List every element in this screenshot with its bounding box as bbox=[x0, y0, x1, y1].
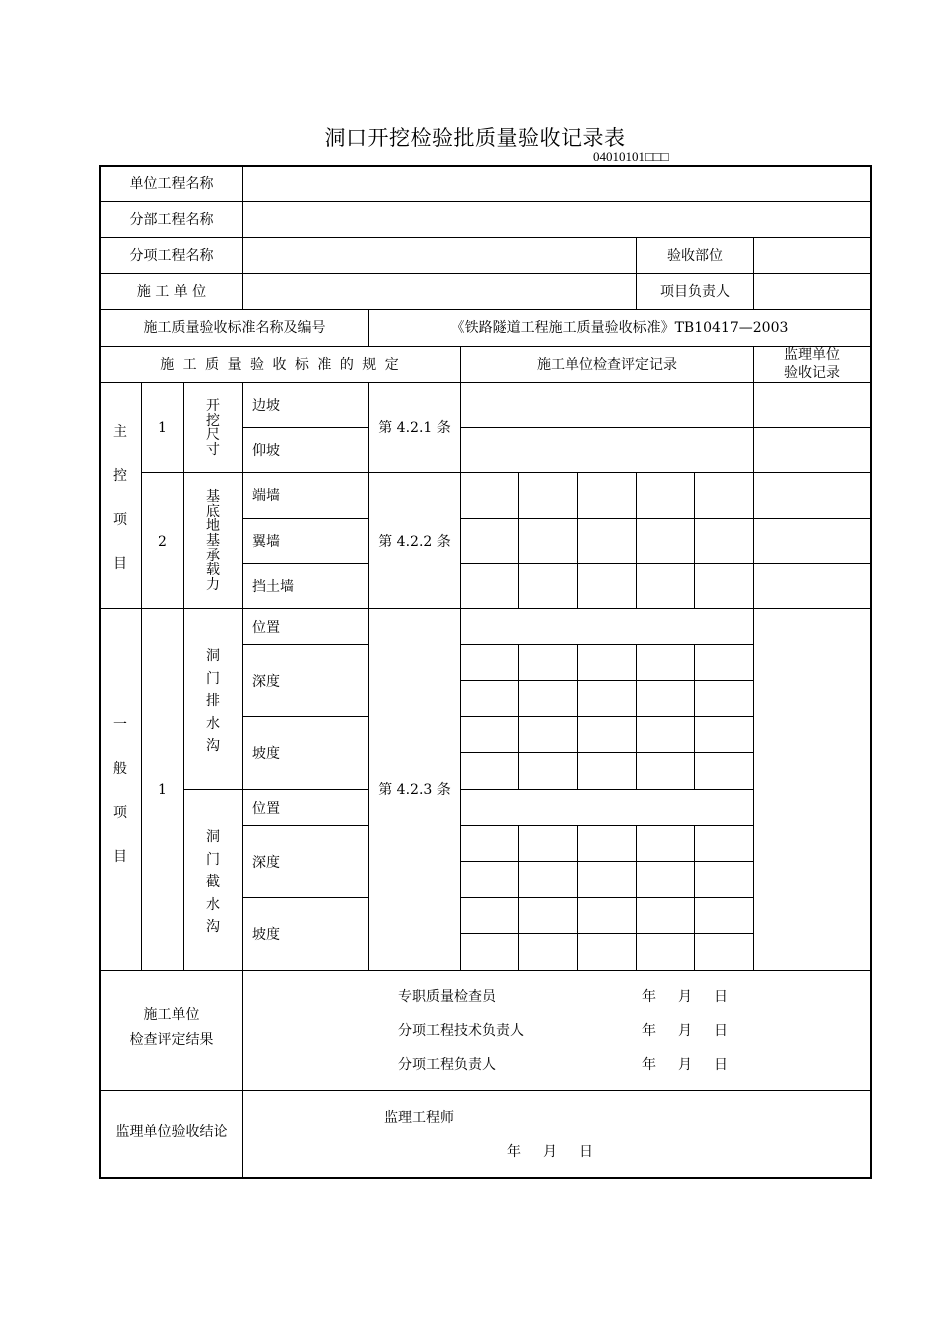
inspector-day: 日 bbox=[714, 989, 728, 1005]
row-line bbox=[242, 644, 368, 645]
inspector-label: 专职质量检查员 bbox=[398, 989, 496, 1005]
engineer-label: 监理工程师 bbox=[384, 1110, 454, 1126]
main-item2-no: 2 bbox=[158, 534, 167, 550]
tech-lead-year: 年 bbox=[642, 1023, 656, 1039]
row-line bbox=[99, 273, 872, 274]
tech-lead-month: 月 bbox=[678, 1023, 692, 1039]
col-line bbox=[183, 382, 184, 971]
row-line bbox=[460, 897, 753, 898]
row-line bbox=[99, 201, 872, 202]
row-line bbox=[460, 563, 872, 564]
group1-depth: 深度 bbox=[252, 674, 280, 690]
col-line bbox=[636, 644, 637, 790]
supervision-month: 月 bbox=[543, 1144, 557, 1160]
col-line bbox=[460, 608, 461, 971]
table-border-right bbox=[870, 165, 872, 1179]
standard-value: 《铁路隧道工程施工质量验收标准》TB10417—2003 bbox=[450, 320, 789, 336]
col-line bbox=[518, 825, 519, 971]
main-item2-sub3: 挡土墙 bbox=[252, 579, 294, 595]
row-line bbox=[183, 789, 368, 790]
construction-unit-label: 施 工 单 位 bbox=[136, 284, 207, 300]
record-header: 施工单位检查评定记录 bbox=[537, 357, 677, 373]
main-item2-name: 基 底 地 基 承 载 力 bbox=[206, 489, 220, 594]
sub-project-label: 分部工程名称 bbox=[129, 212, 214, 228]
row-line bbox=[460, 933, 753, 934]
row-line bbox=[99, 382, 872, 383]
form-title: 洞口开挖检验批质量验收记录表 bbox=[324, 126, 626, 150]
inspector-year: 年 bbox=[642, 989, 656, 1005]
col-line bbox=[636, 825, 637, 971]
row-line bbox=[460, 752, 753, 753]
row-line bbox=[141, 472, 872, 473]
col-line bbox=[753, 608, 754, 971]
col-line bbox=[577, 644, 578, 790]
col-line bbox=[242, 382, 243, 1179]
group1-position: 位置 bbox=[252, 620, 280, 636]
acceptance-part-label: 验收部位 bbox=[667, 248, 723, 264]
row-line bbox=[242, 427, 368, 428]
unit-project-label: 单位工程名称 bbox=[129, 176, 214, 192]
row-line bbox=[99, 608, 872, 609]
standard-label: 施工质量验收标准名称及编号 bbox=[143, 320, 326, 336]
main-item1-sub1: 边坡 bbox=[252, 398, 280, 414]
row-line bbox=[242, 825, 368, 826]
supervision-year: 年 bbox=[507, 1144, 521, 1160]
col-line bbox=[518, 644, 519, 790]
col-line bbox=[753, 237, 754, 310]
main-control-label: 主 控 项 目 bbox=[113, 424, 127, 572]
spec-header: 施 工 质 量 验 收 标 准 的 规 定 bbox=[160, 357, 401, 373]
item-lead-month: 月 bbox=[678, 1057, 692, 1073]
row-line bbox=[99, 309, 872, 310]
row-line bbox=[460, 861, 753, 862]
main-item1-clause: 第 4.2.1 条 bbox=[378, 420, 451, 436]
main-item2-clause: 第 4.2.2 条 bbox=[378, 534, 451, 550]
row-line bbox=[242, 563, 368, 564]
tech-lead-day: 日 bbox=[714, 1023, 728, 1039]
row-line bbox=[460, 518, 872, 519]
general-group2-name: 洞 门 截 水 沟 bbox=[206, 829, 220, 935]
item-lead-label: 分项工程负责人 bbox=[398, 1057, 496, 1073]
table-border-bottom bbox=[99, 1177, 872, 1179]
row-line bbox=[460, 825, 753, 826]
col-line bbox=[694, 825, 695, 971]
group2-depth: 深度 bbox=[252, 855, 280, 871]
supervision-header-line1: 监理单位 bbox=[784, 347, 840, 363]
inspector-month: 月 bbox=[678, 989, 692, 1005]
col-line bbox=[368, 382, 369, 971]
general-group1-name: 洞 门 排 水 沟 bbox=[206, 648, 220, 754]
col-line bbox=[753, 346, 754, 609]
main-item1-sub2: 仰坡 bbox=[252, 443, 280, 459]
row-line bbox=[242, 716, 368, 717]
row-line bbox=[242, 518, 368, 519]
row-line bbox=[99, 970, 872, 971]
item-project-label: 分项工程名称 bbox=[129, 248, 214, 264]
main-item2-sub2: 翼墙 bbox=[252, 534, 280, 550]
main-item1-name: 开 挖 尺 寸 bbox=[206, 398, 220, 459]
supervision-label: 监理单位验收结论 bbox=[115, 1124, 228, 1140]
supervision-header-line2: 验收记录 bbox=[784, 365, 840, 381]
group1-slope: 坡度 bbox=[252, 746, 280, 762]
group2-position: 位置 bbox=[252, 801, 280, 817]
col-line bbox=[460, 346, 461, 609]
form-code: 04010101□□□ bbox=[593, 149, 669, 164]
row-line bbox=[460, 644, 753, 645]
col-line bbox=[141, 382, 142, 971]
col-line bbox=[518, 472, 519, 609]
main-item1-no: 1 bbox=[158, 420, 167, 436]
general-label: 一 般 项 目 bbox=[113, 717, 127, 865]
row-line bbox=[99, 237, 872, 238]
item-lead-day: 日 bbox=[714, 1057, 728, 1073]
result-label-line2: 检查评定结果 bbox=[129, 1032, 214, 1048]
supervision-day: 日 bbox=[579, 1144, 593, 1160]
project-manager-label: 项目负责人 bbox=[660, 284, 730, 300]
general-item-no: 1 bbox=[158, 782, 167, 798]
table-border-top bbox=[99, 165, 872, 167]
row-line bbox=[460, 789, 753, 790]
row-line bbox=[460, 427, 872, 428]
tech-lead-label: 分项工程技术负责人 bbox=[398, 1023, 524, 1039]
row-line bbox=[242, 897, 368, 898]
general-clause: 第 4.2.3 条 bbox=[378, 782, 451, 798]
col-line bbox=[636, 472, 637, 609]
col-line bbox=[694, 644, 695, 790]
col-line bbox=[577, 825, 578, 971]
table-border-left bbox=[99, 165, 101, 1179]
item-lead-year: 年 bbox=[642, 1057, 656, 1073]
row-line bbox=[460, 680, 753, 681]
col-line bbox=[577, 472, 578, 609]
result-label-line1: 施工单位 bbox=[143, 1007, 200, 1023]
main-item2-sub1: 端墙 bbox=[252, 488, 280, 504]
col-line bbox=[694, 472, 695, 609]
row-line bbox=[99, 1090, 872, 1091]
group2-slope: 坡度 bbox=[252, 927, 280, 943]
col-line bbox=[242, 165, 243, 310]
row-line bbox=[460, 716, 753, 717]
